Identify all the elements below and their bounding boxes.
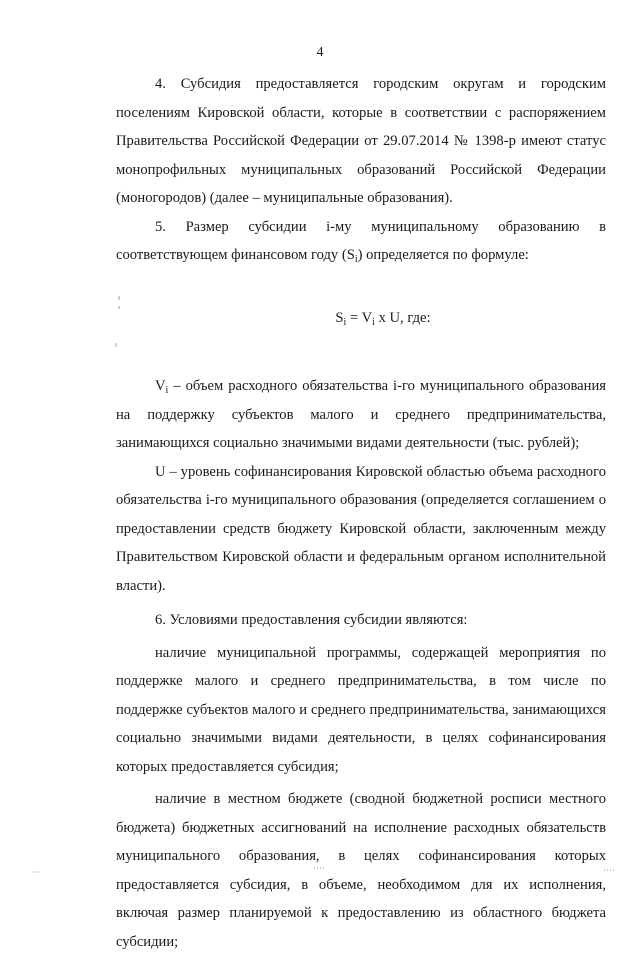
condition-1: наличие муниципальной программы, содержащей мероприятия по поддержке малого и среднего предпринимательства, в том числе по поддержке субъектов малого и среднего предпринимательства, занимающихся социально значимыми видами деятельности, в целях софинансирования которых предоставляется субсидия; [116,644,606,775]
formula-s-subscript: i [343,316,347,328]
page-number: 4 [316,45,324,60]
formula-s: S [335,309,344,326]
formula [116,304,606,333]
definition-v-symbol: V [155,378,166,394]
formula-rest: x U, где: [374,309,431,326]
paragraph-5-text-after: ) определяется по формуле: [357,247,529,263]
definition-v [116,372,606,458]
condition-2: наличие в местном бюджете (сводной бюджетной росписи местного бюджета) бюджетных ассигнований на исполнение расходных обязательств муниципального образования, в целях софинансирования которых предоставляется субсидия, в объеме, необходимом для их исполнения, включая размер планируемой к предоставлению из областного бюджета субсидии; [116,791,606,950]
paragraph-5-subscript: i [354,254,358,265]
document-body [116,70,606,956]
paragraph-5 [116,213,606,270]
formula-v-subscript: i [372,316,375,328]
paragraph-4: 4. Субсидия предоставляется городским округам и городским поселениям Кировской области, которые в соответствии с распоряжением Правительства Российской Федерации от 29.07.2014 № 1398-р имеют статус монопрофильных муниципальных образований Российской Федерации (моногородов) (далее – муниципальные образования). [116,76,606,206]
definition-v-text: – объем расходного обязательства i-го муниципального образования на поддержку субъектов малого и среднего предпринимательства, занимающихся социально значимыми видами деятельности (тыс. рублей); [116,378,606,451]
paragraph-6: 6. Условиями предоставления субсидии являются: [155,612,468,628]
formula-equals-v: = V [346,309,373,326]
definition-v-subscript: i [165,385,169,396]
definition-u: U – уровень софинансирования Кировской областью объема расходного обязательства i-го муниципального образования (определяется соглашением о предоставлении средств бюджету Кировской области, заключенным между Правительством Кировской области и федеральным органом исполнительной власти). [116,463,606,594]
paragraph-5-text-before: 5. Размер субсидии i-му муниципальному образованию в соответствующем финансовом году (S [116,218,606,263]
